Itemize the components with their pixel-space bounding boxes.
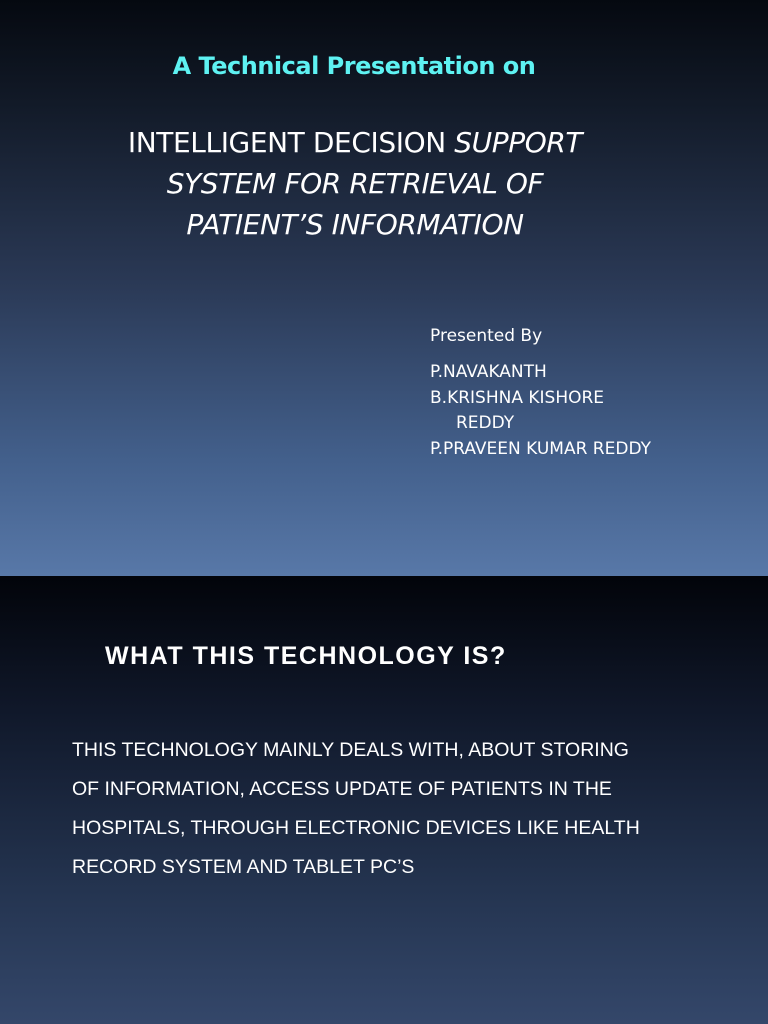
presenter-name: P.PRAVEEN KUMAR REDDY [430, 438, 651, 459]
presenter-name-continuation: REDDY [456, 413, 515, 433]
slide-heading: WHAT THIS TECHNOLOGY IS? [105, 642, 507, 670]
presenter-name: B.KRISHNA KISHORE [430, 387, 605, 408]
title-line-1 [0, 122, 710, 163]
slide-body [72, 731, 732, 887]
content-slide [0, 576, 768, 1024]
title-line-3: PATIENT’S INFORMATION [186, 208, 524, 241]
body-line: OF INFORMATION, ACCESS UPDATE OF PATIENTS IN THE [72, 778, 612, 800]
title-line-1-upright: INTELLIGENT DECISION [127, 126, 455, 159]
presenter-name: P.NAVAKANTH [430, 362, 547, 382]
body-line: RECORD SYSTEM AND TABLET PC’S [72, 856, 415, 878]
title-line-1-italic: SUPPORT [454, 126, 583, 159]
presentation-title [0, 122, 710, 245]
body-line: THIS TECHNOLOGY MAINLY DEALS WITH, ABOUT STORING [72, 739, 629, 761]
title-line-2: SYSTEM FOR RETRIEVAL OF [166, 167, 544, 200]
presentation-subtitle: A Technical Presentation on [172, 52, 536, 80]
presented-by-label: Presented By [430, 326, 543, 346]
body-line: HOSPITALS, THROUGH ELECTRONIC DEVICES LIKE HEALTH [72, 817, 640, 839]
presenters-block [430, 326, 760, 462]
